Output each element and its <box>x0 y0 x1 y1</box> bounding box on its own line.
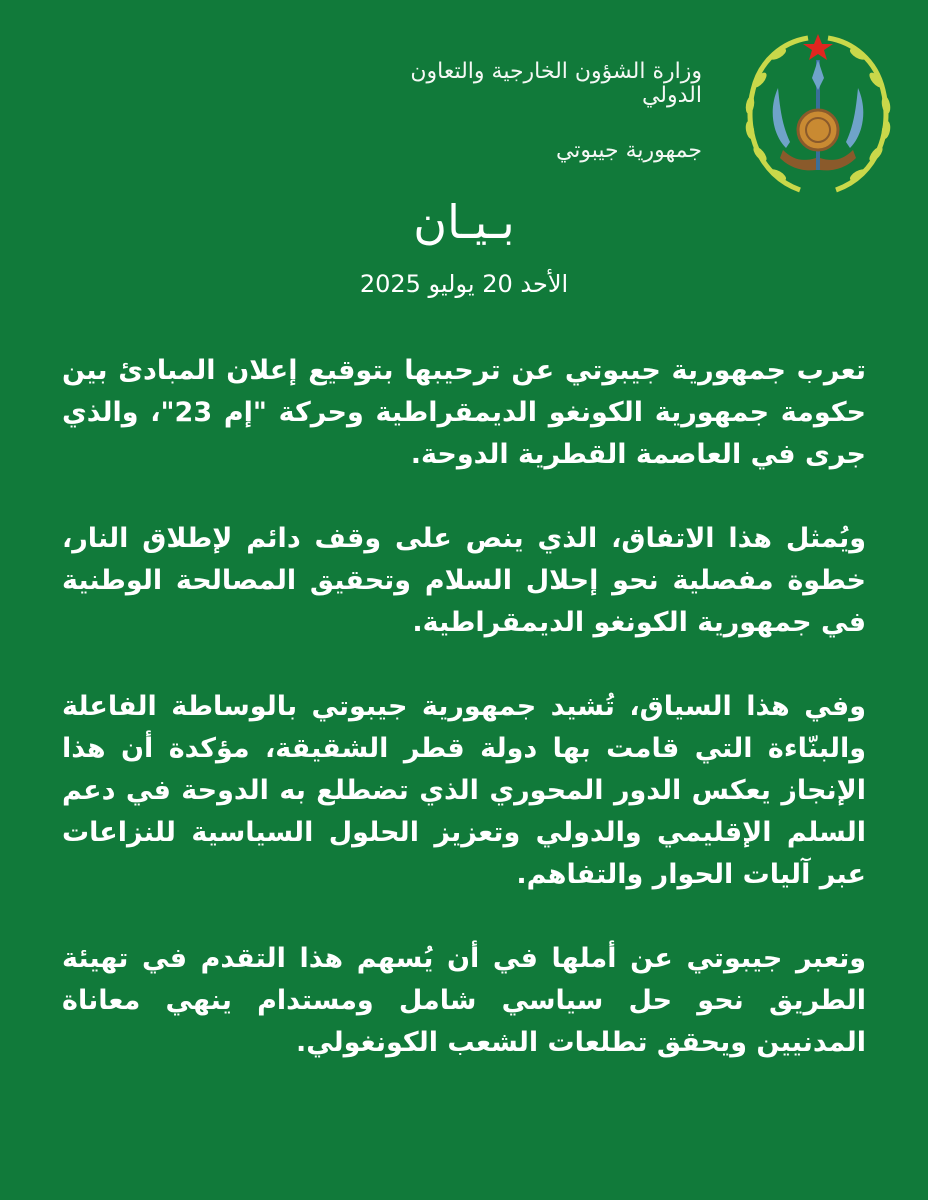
paragraph-3: وفي هذا السياق، تُشيد جمهورية جيبوتي بالوساطة الفاعلة والبنّاءة التي قامت بها دولة قطر الشقيقة، مؤكدة أن هذا الإنجاز يعكس الدور المحوري الذي تضطلع به الدوحة في دعم السلم الإقليمي والدولي وتعزيز الحلول السياسية للنزاعات عبر آليات الحوار والتفاهم. <box>62 691 866 890</box>
statement-date: الأحد 20 يوليو 2025 <box>359 270 569 298</box>
coat-of-arms-emblem <box>738 30 898 195</box>
letterhead <box>30 30 898 200</box>
paragraph-4: وتعبر جيبوتي عن أملها في أن يُسهم هذا التقدم في تهيئة الطريق نحو حل سياسي شامل ومستدام ينهي معاناة المدنيين ويحقق تطلعات الشعب الكونغولي. <box>62 943 866 1058</box>
ministry-name-line2: الدولي <box>641 83 702 108</box>
ministry-name-line1: وزارة الشؤون الخارجية والتعاون <box>410 59 702 84</box>
statement-title: بـيـان <box>413 195 515 249</box>
paragraph-1: تعرب جمهورية جيبوتي عن ترحيبها بتوقيع إعلان المبادئ بين حكومة جمهورية الكونغو الديمقراطية وحركة "إم 23"، والذي جرى في العاصمة القطرية الدوحة. <box>62 355 866 470</box>
ministry-name <box>382 60 702 108</box>
republic-name: جمهورية جيبوتي <box>555 138 702 163</box>
paragraph-2: ويُمثل هذا الاتفاق، الذي ينص على وقف دائم لإطلاق النار، خطوة مفصلية نحو إحلال السلام وتحقيق المصالحة الوطنية في جمهورية الكونغو الديمقراطية. <box>62 523 866 638</box>
statement-body <box>62 350 866 1106</box>
